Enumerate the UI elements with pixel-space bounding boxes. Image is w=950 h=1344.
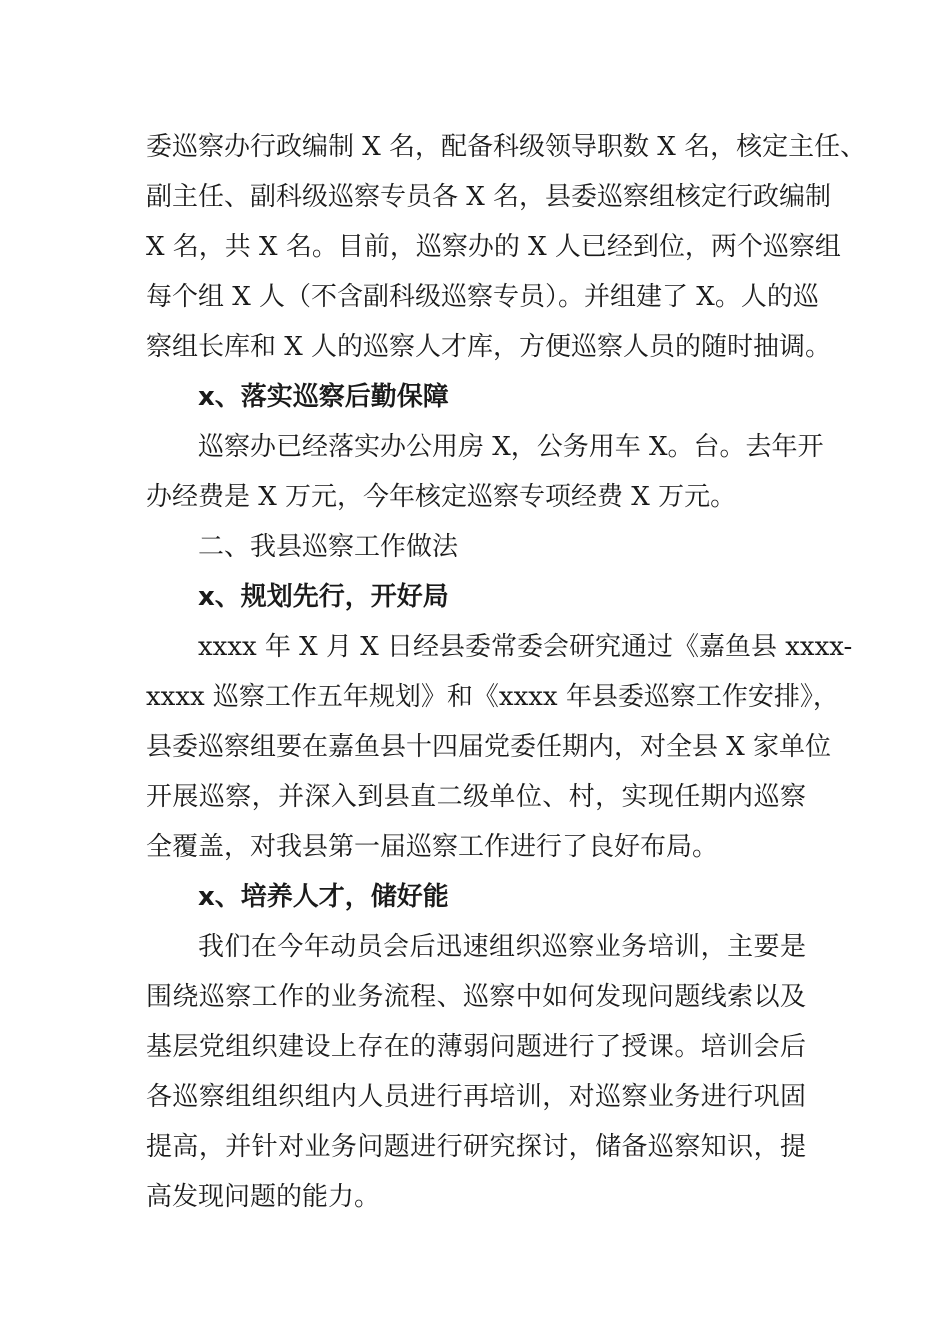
text-line: 委巡察办行政编制 X 名，配备科级领导职数 X 名，核定主任、 xyxy=(146,132,867,162)
document-page xyxy=(146,122,867,1222)
paragraph-planning xyxy=(146,622,853,872)
text-line: 围绕巡察工作的业务流程、巡察中如何发现问题线索以及 xyxy=(146,982,806,1012)
paragraph-training xyxy=(146,922,806,1222)
text-line: 副主任、副科级巡察专员各 X 名，县委巡察组核定行政编制 xyxy=(146,182,832,212)
text-line: 我们在今年动员会后迅速组织巡察业务培训，主要是 xyxy=(198,932,806,962)
text-line: 察组长库和 X 人的巡察人才库，方便巡察人员的随时抽调。 xyxy=(146,332,832,362)
heading-planning: x、规划先行，开好局 xyxy=(198,582,449,612)
text-line: 全覆盖，对我县第一届巡察工作进行了良好布局。 xyxy=(146,832,719,862)
text-line: 办经费是 X 万元，今年核定巡察专项经费 X 万元。 xyxy=(146,482,737,512)
heading-training: x、培养人才，储好能 xyxy=(198,882,449,912)
text-line: 每个组 X 人（不含副科级巡察专员）。并组建了 X。人的巡 xyxy=(146,282,819,312)
text-line: 高发现问题的能力。 xyxy=(146,1182,381,1212)
text-line: 巡察办已经落实办公用房 X，公务用车 X。台。去年开 xyxy=(198,432,824,462)
text-line: 县委巡察组要在嘉鱼县十四届党委任期内，对全县 X 家单位 xyxy=(146,732,832,762)
paragraph-logistics xyxy=(146,422,824,522)
text-line: xxxx 年 X 月 X 日经县委常委会研究通过《嘉鱼县 xxxx- xyxy=(198,632,853,662)
paragraph-staffing xyxy=(146,122,867,372)
text-line: 提高，并针对业务问题进行研究探讨，储备巡察知识，提 xyxy=(146,1132,806,1162)
text-line: xxxx 巡察工作五年规划》和《xxxx 年县委巡察工作安排》， xyxy=(146,682,839,712)
text-line: 开展巡察，并深入到县直二级单位、村，实现任期内巡察 xyxy=(146,782,806,812)
section-heading-two: 二、我县巡察工作做法 xyxy=(198,532,459,562)
text-line: X 名，共 X 名。目前，巡察办的 X 人已经到位，两个巡察组 xyxy=(146,232,841,262)
text-line: 各巡察组组织组内人员进行再培训，对巡察业务进行巩固 xyxy=(146,1082,806,1112)
text-line: 基层党组织建设上存在的薄弱问题进行了授课。培训会后 xyxy=(146,1032,806,1062)
heading-logistics: x、落实巡察后勤保障 xyxy=(198,382,449,412)
